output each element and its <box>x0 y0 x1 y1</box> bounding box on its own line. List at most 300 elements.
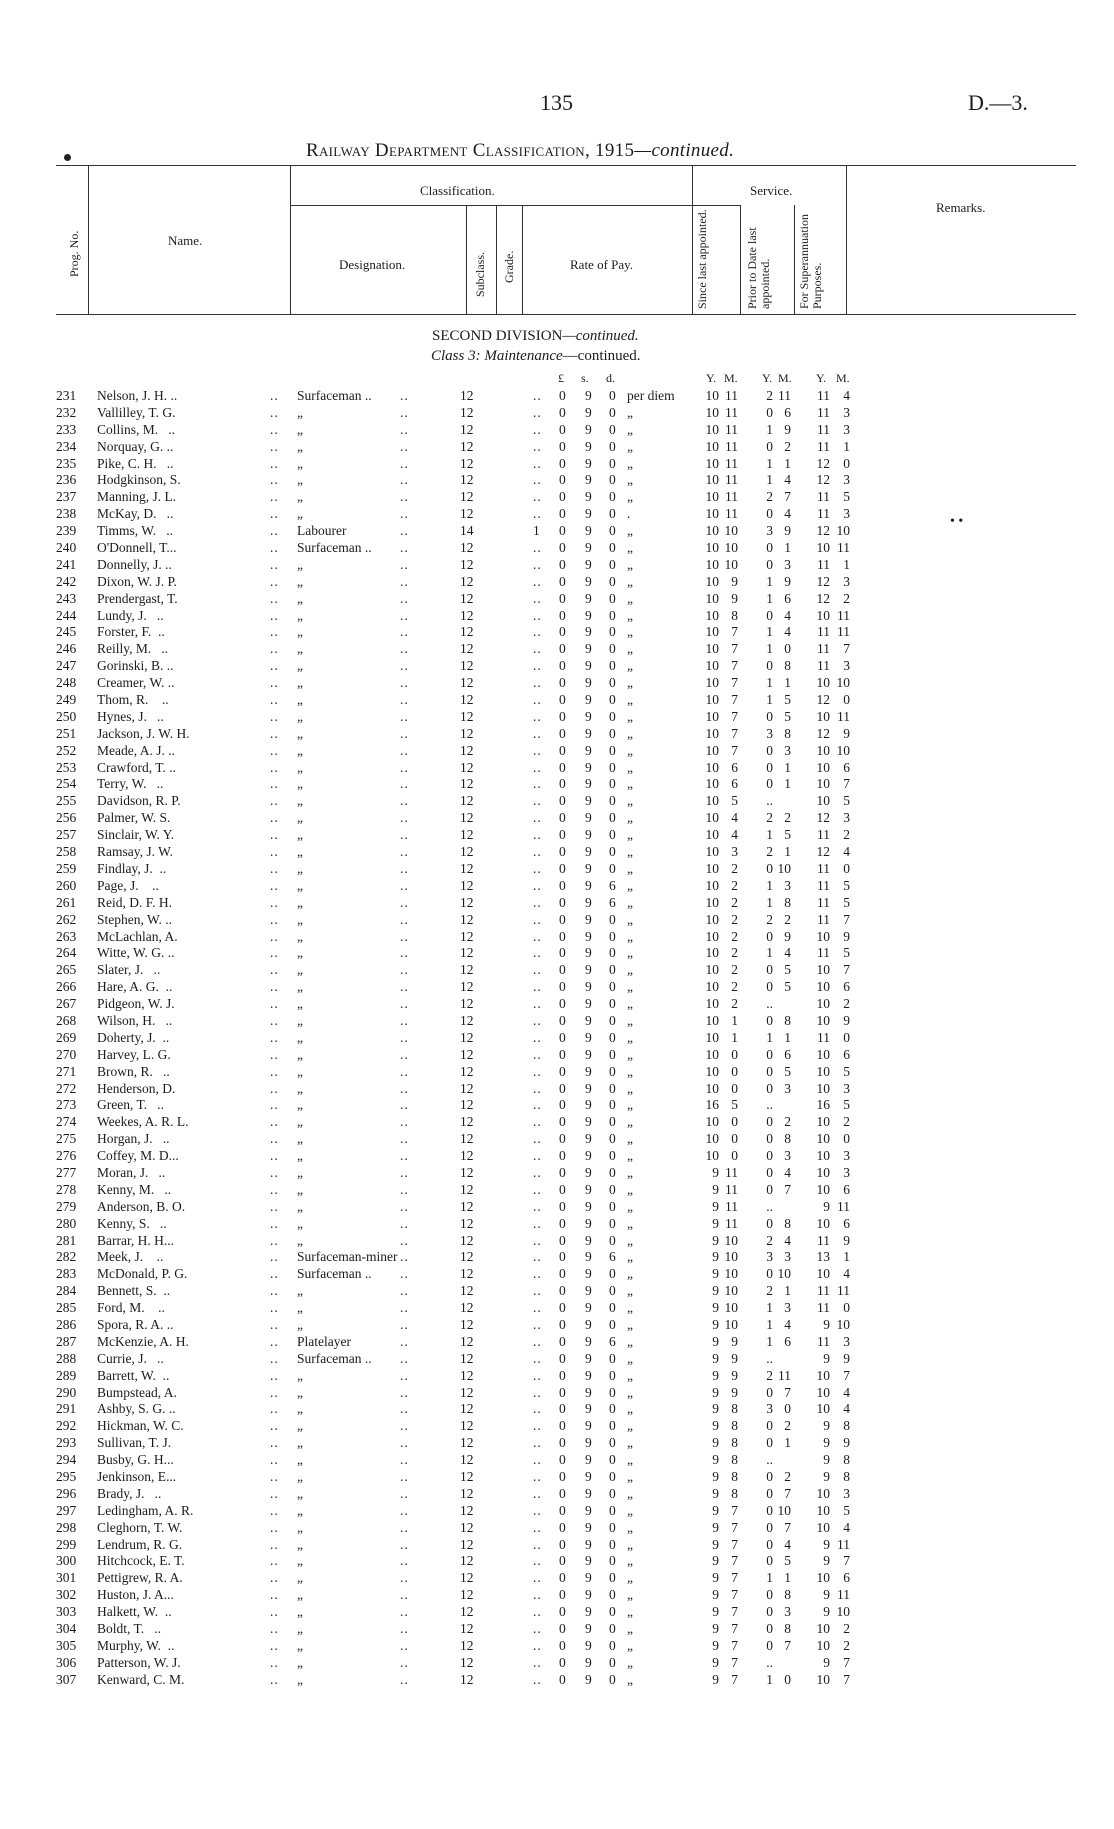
cell-grade: .. <box>533 1198 542 1214</box>
cell-prior-months: 8 <box>784 1131 791 1147</box>
cell-prior-months: 10 <box>777 1502 791 1518</box>
cell-pay-pounds: 0 <box>559 624 566 640</box>
cell-pay-pence: 0 <box>609 455 616 471</box>
cell-since-years: 10 <box>705 725 719 741</box>
cell-prior-years: 0 <box>766 759 773 775</box>
table-row <box>0 388 1114 405</box>
cell-since-years: 10 <box>705 489 719 505</box>
cell-pay-pounds: 0 <box>559 1283 566 1299</box>
cell-leader-dots: .. <box>400 1621 409 1637</box>
cell-grade: .. <box>533 776 542 792</box>
unit-pound: £ <box>558 371 564 385</box>
cell-pay-pence: 0 <box>609 573 616 589</box>
cell-since-months: 2 <box>731 928 738 944</box>
cell-super-months: 3 <box>843 1333 850 1349</box>
cell-super-years: 10 <box>816 1215 830 1231</box>
cell-pay-period: „ <box>627 1553 633 1569</box>
cell-name: Meek, J. .. <box>97 1249 164 1265</box>
cell-super-months: 10 <box>836 1316 850 1332</box>
cell-grade: .. <box>533 1435 542 1451</box>
cell-pay-pence: 0 <box>609 675 616 691</box>
cell-pay-pounds: 0 <box>559 556 566 572</box>
cell-pay-pence: 0 <box>609 590 616 606</box>
cell-subclass: 12 <box>460 1401 474 1417</box>
cell-pay-pence: 6 <box>609 877 616 893</box>
cell-designation: „ <box>297 455 303 471</box>
cell-grade: .. <box>533 472 542 488</box>
cell-pay-pence: 0 <box>609 1198 616 1214</box>
cell-prior-months: 10 <box>777 860 791 876</box>
cell-super-years: 10 <box>816 759 830 775</box>
cell-subclass: 12 <box>460 1249 474 1265</box>
cell-since-years: 10 <box>705 962 719 978</box>
cell-leader-dots: .. <box>400 556 409 572</box>
cell-since-months: 0 <box>731 1131 738 1147</box>
cell-super-years: 10 <box>816 1401 830 1417</box>
cell-leader-dots: .. <box>400 607 409 623</box>
cell-grade: .. <box>533 1671 542 1687</box>
cell-prog-no: 297 <box>56 1502 77 1518</box>
table-row <box>0 861 1114 878</box>
cell-since-years: 10 <box>705 573 719 589</box>
cell-leader-dots: .. <box>270 1131 279 1147</box>
cell-super-years: 9 <box>823 1536 830 1552</box>
cell-leader-dots: .. <box>270 1198 279 1214</box>
cell-pay-shillings: 9 <box>585 1519 592 1535</box>
cell-designation: „ <box>297 708 303 724</box>
cell-leader-dots: .. <box>400 708 409 724</box>
cell-leader-dots: .. <box>270 827 279 843</box>
cell-since-months: 8 <box>731 1401 738 1417</box>
cell-super-years: 10 <box>816 1485 830 1501</box>
cell-pay-shillings: 9 <box>585 844 592 860</box>
cell-pay-pounds: 0 <box>559 793 566 809</box>
table-row <box>0 1216 1114 1233</box>
cell-grade: .. <box>533 1249 542 1265</box>
cell-prior-months: 1 <box>784 759 791 775</box>
cell-leader-dots: .. <box>270 455 279 471</box>
cell-prior-years: 2 <box>766 810 773 826</box>
cell-since-months: 2 <box>731 945 738 961</box>
cell-pay-pounds: 0 <box>559 962 566 978</box>
cell-pay-shillings: 9 <box>585 1350 592 1366</box>
cell-leader-dots: .. <box>270 1046 279 1062</box>
cell-super-years: 10 <box>816 1046 830 1062</box>
cell-pay-period: „ <box>627 708 633 724</box>
cell-subclass: 12 <box>460 1232 474 1248</box>
cell-subclass: 12 <box>460 911 474 927</box>
cell-prog-no: 268 <box>56 1012 77 1028</box>
cell-name: Brady, J. .. <box>97 1485 162 1501</box>
cell-pay-period: „ <box>627 1502 633 1518</box>
cell-leader-dots: .. <box>270 1316 279 1332</box>
unit-since-years: Y. <box>706 371 717 385</box>
cell-super-years: 10 <box>816 1367 830 1383</box>
cell-subclass: 12 <box>460 877 474 893</box>
cell-name: McKenzie, A. H. <box>97 1333 189 1349</box>
cell-since-months: 11 <box>725 1198 738 1214</box>
cell-designation: „ <box>297 1452 303 1468</box>
cell-pay-pounds: 0 <box>559 455 566 471</box>
cell-pay-shillings: 9 <box>585 1401 592 1417</box>
header-prog-no: Prog. No. <box>67 230 81 277</box>
cell-since-years: 9 <box>712 1485 719 1501</box>
cell-pay-shillings: 9 <box>585 556 592 572</box>
class-suffix: —continued. <box>562 348 641 364</box>
cell-prior-years: .. <box>766 1097 773 1113</box>
cell-pay-shillings: 9 <box>585 1621 592 1637</box>
cell-prior-months: 3 <box>784 556 791 572</box>
cell-subclass: 12 <box>460 1671 474 1687</box>
cell-leader-dots: .. <box>270 590 279 606</box>
cell-leader-dots: .. <box>400 455 409 471</box>
cell-pay-shillings: 9 <box>585 506 592 522</box>
cell-super-months: 9 <box>843 1012 850 1028</box>
cell-name: Nelson, J. H. .. <box>97 388 178 403</box>
cell-prior-months: 3 <box>784 1604 791 1620</box>
cell-pay-pence: 0 <box>609 472 616 488</box>
cell-subclass: 12 <box>460 1367 474 1383</box>
cell-leader-dots: .. <box>270 844 279 860</box>
cell-leader-dots: .. <box>400 624 409 640</box>
cell-leader-dots: .. <box>400 1266 409 1282</box>
cell-pay-pounds: 0 <box>559 540 566 556</box>
cell-leader-dots: .. <box>270 1654 279 1670</box>
cell-leader-dots: .. <box>400 1316 409 1332</box>
table-row <box>0 523 1114 540</box>
cell-super-years: 9 <box>823 1198 830 1214</box>
cell-name: Forster, F. .. <box>97 624 165 640</box>
cell-pay-period: „ <box>627 996 633 1012</box>
table-row <box>0 709 1114 726</box>
cell-leader-dots: .. <box>400 1300 409 1316</box>
cell-since-months: 10 <box>724 1316 738 1332</box>
cell-subclass: 12 <box>460 1637 474 1653</box>
table-row <box>0 439 1114 456</box>
cell-pay-shillings: 9 <box>585 1570 592 1586</box>
cell-pay-pence: 0 <box>609 1097 616 1113</box>
cell-leader-dots: .. <box>270 1401 279 1417</box>
cell-grade: 1 <box>533 523 541 539</box>
cell-prog-no: 266 <box>56 979 77 995</box>
cell-pay-pence: 0 <box>609 1637 616 1653</box>
cell-leader-dots: .. <box>400 1671 409 1687</box>
cell-prior-years: 1 <box>766 624 773 640</box>
cell-leader-dots: .. <box>270 1350 279 1366</box>
cell-leader-dots: .. <box>270 1418 279 1434</box>
cell-leader-dots: .. <box>400 996 409 1012</box>
cell-since-years: 9 <box>712 1502 719 1518</box>
table-row <box>0 1418 1114 1435</box>
header-since-last: Since last appointed. <box>695 209 709 309</box>
cell-super-years: 11 <box>817 421 830 437</box>
cell-since-years: 9 <box>712 1316 719 1332</box>
cell-leader-dots: .. <box>270 742 279 758</box>
cell-prog-no: 282 <box>56 1249 77 1265</box>
cell-subclass: 12 <box>460 540 474 556</box>
cell-pay-period: „ <box>627 1621 633 1637</box>
cell-pay-period: „ <box>627 1164 633 1180</box>
cell-since-years: 10 <box>705 607 719 623</box>
cell-pay-pence: 0 <box>609 489 616 505</box>
cell-pay-pence: 0 <box>609 607 616 623</box>
cell-pay-pounds: 0 <box>559 607 566 623</box>
cell-grade: .. <box>533 573 542 589</box>
cell-prior-months: 4 <box>784 1316 791 1332</box>
cell-super-months: 8 <box>843 1418 850 1434</box>
cell-subclass: 12 <box>460 1519 474 1535</box>
cell-leader-dots: .. <box>270 1469 279 1484</box>
cell-super-years: 11 <box>817 489 830 505</box>
cell-prior-months: 8 <box>784 1621 791 1637</box>
cell-prior-years: 0 <box>766 1131 773 1147</box>
cell-subclass: 12 <box>460 1080 474 1096</box>
cell-super-months: 0 <box>843 1029 850 1045</box>
table-row <box>0 1249 1114 1266</box>
cell-super-months: 5 <box>843 877 850 893</box>
cell-pay-shillings: 9 <box>585 1266 592 1282</box>
cell-leader-dots: .. <box>400 1114 409 1130</box>
cell-prog-no: 275 <box>56 1131 77 1147</box>
cell-since-months: 7 <box>731 1621 738 1637</box>
unit-shilling: s. <box>581 371 589 385</box>
cell-prog-no: 249 <box>56 692 77 708</box>
cell-pay-period: „ <box>627 624 633 640</box>
cell-pay-pounds: 0 <box>559 979 566 995</box>
cell-prior-months: 11 <box>778 1367 791 1383</box>
cell-leader-dots: .. <box>270 979 279 995</box>
cell-subclass: 12 <box>460 388 474 403</box>
cell-prior-years: 0 <box>766 1181 773 1197</box>
cell-name: Bennett, S. .. <box>97 1283 171 1299</box>
cell-prior-years: 1 <box>766 675 773 691</box>
cell-prior-months: 1 <box>784 1435 791 1451</box>
cell-designation: Surfaceman .. <box>297 1350 372 1366</box>
cell-leader-dots: .. <box>270 708 279 724</box>
cell-designation: Labourer <box>297 523 347 539</box>
cell-leader-dots: .. <box>270 810 279 826</box>
cell-super-months: 1 <box>843 1249 850 1265</box>
cell-subclass: 12 <box>460 1333 474 1349</box>
header-subclass: Subclass. <box>473 252 487 297</box>
cell-since-years: 16 <box>705 1097 719 1113</box>
cell-name: Terry, W. .. <box>97 776 164 792</box>
cell-since-years: 9 <box>712 1181 719 1197</box>
cell-leader-dots: .. <box>400 1350 409 1366</box>
cell-prior-months: 2 <box>784 1469 791 1484</box>
cell-leader-dots: .. <box>270 658 279 674</box>
cell-prior-months: 5 <box>784 708 791 724</box>
cell-since-years: 10 <box>705 540 719 556</box>
cell-pay-pence: 0 <box>609 945 616 961</box>
cell-leader-dots: .. <box>400 894 409 910</box>
cell-leader-dots: .. <box>400 1333 409 1349</box>
cell-pay-pence: 0 <box>609 1536 616 1552</box>
cell-leader-dots: .. <box>270 928 279 944</box>
table-row <box>0 743 1114 760</box>
cell-super-months: 11 <box>837 1198 850 1214</box>
table-row <box>0 1486 1114 1503</box>
cell-pay-shillings: 9 <box>585 979 592 995</box>
cell-super-months: 6 <box>843 1215 850 1231</box>
cell-since-years: 10 <box>705 928 719 944</box>
cell-pay-period: „ <box>627 1232 633 1248</box>
cell-designation: „ <box>297 1485 303 1501</box>
cell-leader-dots: .. <box>270 877 279 893</box>
cell-leader-dots: .. <box>270 793 279 809</box>
cell-super-years: 12 <box>816 810 830 826</box>
cell-grade: .. <box>533 1570 542 1586</box>
cell-prog-no: 290 <box>56 1384 77 1400</box>
table-row <box>0 1013 1114 1030</box>
table-row <box>0 929 1114 946</box>
cell-pay-shillings: 9 <box>585 641 592 657</box>
cell-since-months: 10 <box>724 540 738 556</box>
cell-prior-years: .. <box>766 996 773 1012</box>
cell-pay-period: „ <box>627 1029 633 1045</box>
cell-since-months: 0 <box>731 1063 738 1079</box>
cell-prior-years: .. <box>766 1350 773 1366</box>
cell-since-years: 10 <box>705 1080 719 1096</box>
cell-since-months: 7 <box>731 1637 738 1653</box>
cell-pay-period: „ <box>627 1637 633 1653</box>
cell-prog-no: 238 <box>56 506 77 522</box>
cell-designation: „ <box>297 810 303 826</box>
cell-super-years: 9 <box>823 1452 830 1468</box>
cell-leader-dots: .. <box>400 1519 409 1535</box>
cell-pay-pence: 0 <box>609 1232 616 1248</box>
cell-pay-shillings: 9 <box>585 1452 592 1468</box>
cell-pay-period: „ <box>627 1249 633 1265</box>
cell-leader-dots: .. <box>270 624 279 640</box>
cell-grade: .. <box>533 1587 542 1603</box>
cell-pay-pounds: 0 <box>559 1536 566 1552</box>
cell-pay-pounds: 0 <box>559 1671 566 1687</box>
cell-subclass: 12 <box>460 827 474 843</box>
cell-designation: „ <box>297 742 303 758</box>
cell-designation: „ <box>297 1080 303 1096</box>
cell-prior-years: 3 <box>766 1249 773 1265</box>
cell-pay-shillings: 9 <box>585 1097 592 1113</box>
cell-prog-no: 301 <box>56 1570 77 1586</box>
cell-prog-no: 236 <box>56 472 77 488</box>
cell-pay-pence: 0 <box>609 1485 616 1501</box>
cell-pay-shillings: 9 <box>585 860 592 876</box>
cell-since-months: 2 <box>731 877 738 893</box>
cell-designation: „ <box>297 945 303 961</box>
cell-prior-years: 0 <box>766 1418 773 1434</box>
cell-pay-pence: 0 <box>609 1148 616 1164</box>
cell-leader-dots: .. <box>400 1283 409 1299</box>
cell-pay-pounds: 0 <box>559 1350 566 1366</box>
cell-prog-no: 254 <box>56 776 77 792</box>
cell-pay-pounds: 0 <box>559 523 566 539</box>
table-row <box>0 489 1114 506</box>
cell-since-years: 10 <box>705 793 719 809</box>
cell-leader-dots: .. <box>400 1131 409 1147</box>
cell-subclass: 12 <box>460 1215 474 1231</box>
cell-subclass: 12 <box>460 1029 474 1045</box>
cell-name: Coffey, M. D... <box>97 1148 179 1164</box>
cell-super-years: 10 <box>816 1519 830 1535</box>
header-divider <box>496 205 497 315</box>
cell-since-months: 11 <box>725 388 738 403</box>
cell-prior-years: 0 <box>766 1536 773 1552</box>
cell-since-years: 9 <box>712 1469 719 1484</box>
cell-super-years: 11 <box>817 641 830 657</box>
cell-prog-no: 272 <box>56 1080 77 1096</box>
cell-super-years: 16 <box>816 1097 830 1113</box>
cell-since-years: 9 <box>712 1164 719 1180</box>
cell-pay-pence: 0 <box>609 1553 616 1569</box>
cell-prior-years: 2 <box>766 1283 773 1299</box>
cell-pay-period: „ <box>627 455 633 471</box>
cell-prior-years: 0 <box>766 1080 773 1096</box>
cell-since-years: 9 <box>712 1300 719 1316</box>
cell-prog-no: 299 <box>56 1536 77 1552</box>
cell-subclass: 12 <box>460 641 474 657</box>
cell-pay-pounds: 0 <box>559 590 566 606</box>
cell-pay-shillings: 9 <box>585 1181 592 1197</box>
cell-prog-no: 291 <box>56 1401 77 1417</box>
cell-grade: .. <box>533 1063 542 1079</box>
cell-prog-no: 270 <box>56 1046 77 1062</box>
cell-since-months: 10 <box>724 1249 738 1265</box>
cell-leader-dots: .. <box>400 506 409 522</box>
cell-leader-dots: .. <box>270 776 279 792</box>
cell-prog-no: 294 <box>56 1452 77 1468</box>
cell-pay-pence: 0 <box>609 1164 616 1180</box>
cell-subclass: 12 <box>460 1435 474 1451</box>
cell-super-years: 9 <box>823 1316 830 1332</box>
cell-pay-pence: 0 <box>609 844 616 860</box>
cell-leader-dots: .. <box>400 810 409 826</box>
cell-since-years: 10 <box>705 1131 719 1147</box>
cell-pay-pounds: 0 <box>559 1333 566 1349</box>
cell-since-years: 9 <box>712 1536 719 1552</box>
cell-pay-period: „ <box>627 1148 633 1164</box>
cell-pay-shillings: 9 <box>585 404 592 420</box>
cell-pay-shillings: 9 <box>585 1671 592 1687</box>
cell-pay-pence: 0 <box>609 1587 616 1603</box>
cell-pay-period: „ <box>627 1131 633 1147</box>
cell-grade: .. <box>533 945 542 961</box>
cell-since-months: 0 <box>731 1080 738 1096</box>
table-row <box>0 1537 1114 1554</box>
cell-prior-years: 2 <box>766 911 773 927</box>
cell-grade: .. <box>533 1283 542 1299</box>
cell-pay-pounds: 0 <box>559 438 566 454</box>
cell-designation: „ <box>297 1637 303 1653</box>
cell-pay-period: „ <box>627 1401 633 1417</box>
cell-super-years: 12 <box>816 725 830 741</box>
table-row <box>0 1401 1114 1418</box>
cell-prog-no: 292 <box>56 1418 77 1434</box>
cell-prior-months: 7 <box>784 1181 791 1197</box>
cell-name: McKay, D. .. <box>97 506 174 522</box>
cell-subclass: 12 <box>460 1553 474 1569</box>
cell-super-months: 8 <box>843 1469 850 1484</box>
cell-designation: „ <box>297 573 303 589</box>
cell-super-months: 2 <box>843 827 850 843</box>
cell-super-years: 10 <box>816 675 830 691</box>
cell-prior-months: 3 <box>784 1148 791 1164</box>
cell-leader-dots: .. <box>270 1164 279 1180</box>
cell-since-years: 10 <box>705 421 719 437</box>
table-row <box>0 1266 1114 1283</box>
cell-pay-pounds: 0 <box>559 641 566 657</box>
cell-grade: .. <box>533 1266 542 1282</box>
